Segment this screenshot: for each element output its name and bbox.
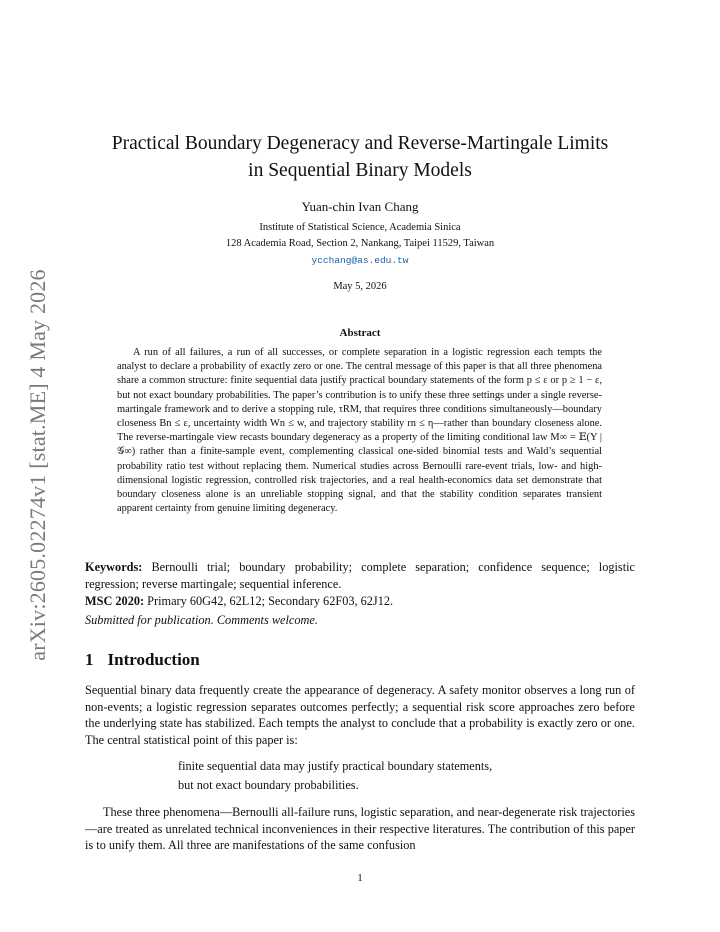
msc-classification xyxy=(85,594,393,609)
date: May 5, 2026 xyxy=(333,281,387,292)
arxiv-id: arXiv:2605.02274v1 [stat.ME] 4 May 2026 xyxy=(25,269,50,661)
intro-paragraph-2: These three phenomena—Bernoulli all-failure runs, logistic separation, and near-degenerate risk trajectories—are treated as unrelated technical inconveniences in their respective literatures. The contribution of this paper is to unify them. All three are manifestations of the same confusion xyxy=(85,805,635,853)
title-line-2: in Sequential Binary Models xyxy=(248,160,472,181)
title-line-1: Practical Boundary Degeneracy and Reverse-Martingale Limits xyxy=(111,133,609,154)
keywords-text: Bernoulli trial; boundary probability; complete separation; confidence sequence; logistic regression; reverse martingale; sequential inference. xyxy=(85,560,635,591)
msc-text: Primary 60G42, 62L12; Secondary 62F03, 62J12. xyxy=(147,594,394,608)
abstract-text: A run of all failures, a run of all successes, or complete separation in a logistic regression each tempts the analyst to declare a probability of exactly zero or one. The central message of this paper is that all three phenomena share a common structure: finite sequential data justify practical boundary statements of the form p ≤ ε or p ≥ 1 − ε, but not exact boundary probabilities. The paper’s contribution is to unify these three settings under a single reverse-martingale framework and to derive a stopping rule, τRM, that requires three conditions simultaneously—boundary closeness Bn ≤ ε, uncertainty width Wn ≤ w, and trajectory stability rn ≤ η—rather than boundary closeness alone. The reverse-martingale view recasts boundary degeneracy as a property of the limiting conditional law M∞ = 𝔼(Y | 𝒢∞) rather than a finite-sample event, complementing classical one-sided binomial tests and Wald’s sequential probability ratio test without replacing them. Numerical studies across Bernoulli rare-event trials, low- and high-dimensional logistic regression, controlled risk trajectories, and a real health-economics data set demonstrate that boundary closeness alone is an unreliable stopping signal, and that the stability condition separates transient apparent certainty from genuine limiting degeneracy. xyxy=(117,347,602,515)
quote-line-2: but not exact boundary probabilities. xyxy=(178,778,359,792)
section-heading xyxy=(85,650,200,670)
page-number: 1 xyxy=(357,872,363,884)
section-title: Introduction xyxy=(107,650,200,669)
abstract-heading: Abstract xyxy=(339,327,381,339)
affiliation-line-2: 128 Academia Road, Section 2, Nankang, Taipei 11529, Taiwan xyxy=(225,238,495,249)
arxiv-stamp xyxy=(18,255,58,675)
keywords-label: Keywords: xyxy=(85,560,143,574)
msc-label: MSC 2020: xyxy=(85,594,145,608)
quote-line-1: finite sequential data may justify practical boundary statements, xyxy=(178,759,493,773)
author: Yuan-chin Ivan Chang xyxy=(301,199,419,214)
submission-note: Submitted for publication. Comments welcome. xyxy=(85,613,318,627)
section-number: 1 xyxy=(85,650,94,669)
email-link[interactable]: ycchang@as.edu.tw xyxy=(311,255,409,266)
keywords xyxy=(85,559,635,593)
affiliation-line-1: Institute of Statistical Science, Academia Sinica xyxy=(259,222,461,233)
intro-paragraph-1: Sequential binary data frequently create the appearance of degeneracy. A safety monitor observes a long run of non-events; a logistic regression separates outcomes perfectly; a sequential risk score approaches zero before the underlying state has stabilized. Each tempts the analyst to conclude that a probability is exactly zero or one. The central statistical point of this paper is: xyxy=(85,683,635,747)
paper-title xyxy=(0,130,720,184)
